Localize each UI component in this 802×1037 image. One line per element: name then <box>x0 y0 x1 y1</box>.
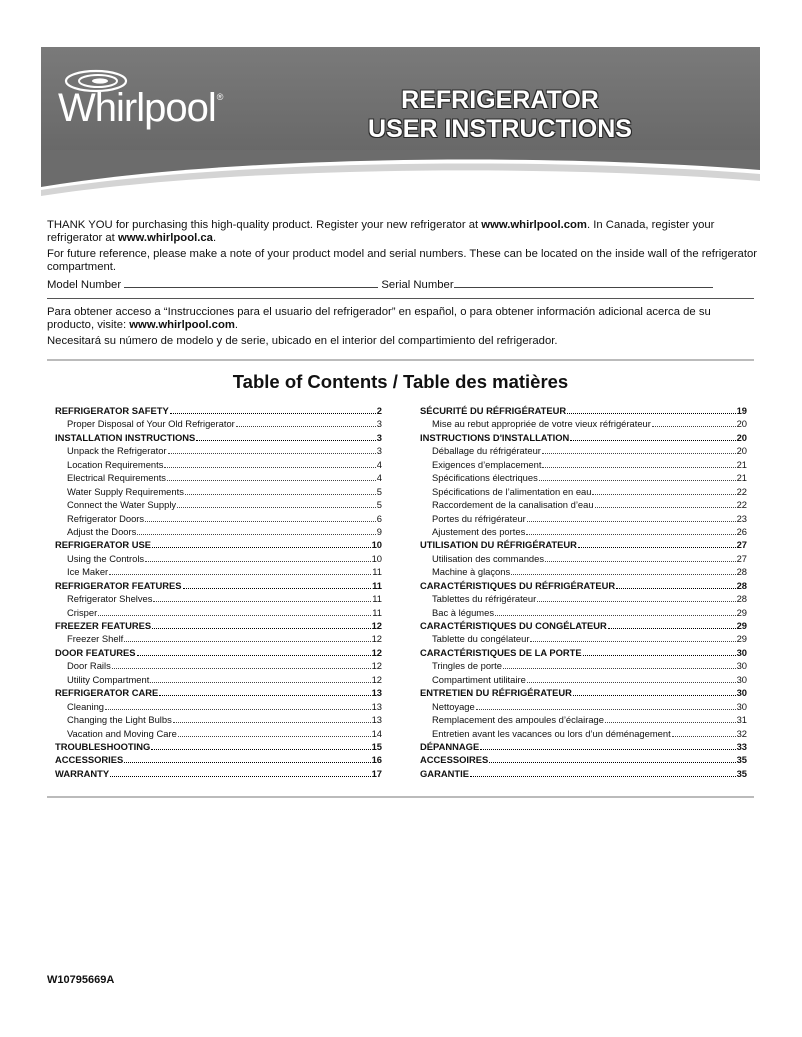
toc-subsection[interactable] <box>55 472 382 485</box>
toc-page-number: 4 <box>376 458 382 470</box>
toc-subsection[interactable] <box>55 674 382 687</box>
toc-page-number: 11 <box>372 566 382 578</box>
toc-leader-dots <box>151 742 370 750</box>
toc-subsection[interactable] <box>55 553 382 566</box>
toc-page-number: 16 <box>371 754 382 766</box>
toc-section[interactable] <box>55 580 382 593</box>
toc-leader-dots <box>124 755 370 763</box>
toc-leader-dots <box>178 729 371 737</box>
toc-section[interactable] <box>55 432 382 445</box>
toc-page-number: 30 <box>736 673 747 685</box>
toc-subsection[interactable] <box>420 674 747 687</box>
toc-entry-label: FREEZER FEATURES <box>55 620 152 631</box>
toc-entry-label: Ice Maker <box>67 566 109 578</box>
toc-subsection[interactable] <box>420 486 747 499</box>
toc-leader-dots <box>476 702 736 710</box>
toc-page-number: 30 <box>736 660 747 672</box>
toc-subsection[interactable] <box>420 728 747 741</box>
toc-leader-dots <box>511 567 735 575</box>
toc-entry-label: Utility Compartment <box>67 673 150 685</box>
toc-entry-label: Machine à glaçons <box>432 566 511 578</box>
toc-page-number: 10 <box>371 552 382 564</box>
toc-section[interactable] <box>420 539 747 552</box>
toc-page-number: 27 <box>736 552 747 564</box>
toc-leader-dots <box>145 514 376 522</box>
toc-leader-dots <box>109 567 371 575</box>
toc-leader-dots <box>537 594 735 602</box>
toc-section[interactable] <box>55 620 382 633</box>
toc-section[interactable] <box>420 754 747 767</box>
serial-number-field[interactable] <box>454 277 713 288</box>
toc-page-number: 23 <box>736 512 747 524</box>
toc-entry-label: Entretien avant les vacances ou lors d’un déménagement <box>432 727 671 739</box>
toc-page-number: 2 <box>376 405 382 416</box>
toc-section[interactable] <box>420 687 747 700</box>
toc-page-number: 15 <box>371 740 382 752</box>
toc-subsection[interactable] <box>55 633 382 646</box>
toc-entry-label: REFRIGERATOR SAFETY <box>55 405 169 416</box>
toc-section[interactable] <box>420 620 747 633</box>
toc-section[interactable] <box>420 432 747 445</box>
toc-subsection[interactable] <box>55 499 382 512</box>
toc-leader-dots <box>616 581 735 589</box>
toc-entry-label: REFRIGERATOR USE <box>55 539 152 551</box>
toc-subsection[interactable] <box>420 593 747 606</box>
toc-section[interactable] <box>55 768 382 781</box>
toc-entry-label: TROUBLESHOOTING <box>55 740 151 752</box>
toc-leader-dots <box>495 608 736 616</box>
toc-leader-dots <box>110 769 370 777</box>
document-title <box>300 86 700 144</box>
toc-subsection[interactable] <box>55 714 382 727</box>
toc-entry-label: Location Requirements <box>67 458 164 470</box>
toc-page-number: 21 <box>736 458 747 470</box>
toc-leader-dots <box>539 473 736 481</box>
toc-leader-dots <box>137 527 375 535</box>
toc-subsection[interactable] <box>55 526 382 539</box>
toc-entry-label: Mise au rebut appropriée de votre vieux réfrigérateur <box>432 418 651 430</box>
toc-page-number: 20 <box>736 431 747 443</box>
toc-leader-dots <box>183 581 372 589</box>
toc-page-number: 35 <box>736 767 747 779</box>
toc-page-number: 22 <box>736 485 747 497</box>
toc-leader-dots <box>527 514 736 522</box>
toc-page-number: 29 <box>736 620 747 631</box>
toc-page-number: 30 <box>736 700 747 712</box>
toc-entry-label: Connect the Water Supply <box>67 499 177 511</box>
spanish-link[interactable]: www.whirlpool.com <box>129 319 235 331</box>
toc-leader-dots <box>196 433 376 441</box>
toc-entry-label: GARANTIE <box>420 767 469 779</box>
toc-page-number: 12 <box>371 646 382 658</box>
toc-leader-dots <box>153 594 371 602</box>
toc-subsection[interactable] <box>55 513 382 526</box>
toc-page-number: 4 <box>376 472 382 484</box>
toc-subsection[interactable] <box>420 553 747 566</box>
divider <box>47 359 754 361</box>
toc-subsection[interactable] <box>420 714 747 727</box>
toc-entry-label: Door Rails <box>67 660 111 672</box>
toc-leader-dots <box>567 406 735 414</box>
toc-leader-dots <box>173 715 371 723</box>
toc-leader-dots <box>152 621 370 629</box>
toc-leader-dots <box>470 769 736 777</box>
toc-entry-label: Refrigerator Shelves <box>67 593 153 605</box>
toc-subsection[interactable] <box>420 499 747 512</box>
toc-title: Table of Contents / Table des matières <box>232 371 569 392</box>
toc-leader-dots <box>542 446 736 454</box>
toc-page-number: 13 <box>371 714 382 726</box>
toc-leader-dots <box>542 460 735 468</box>
toc-leader-dots <box>526 527 735 535</box>
toc-page-number: 3 <box>376 418 382 430</box>
toc-section[interactable] <box>55 405 382 418</box>
spanish-note: Necesitará su número de modelo y de serie, ubicado en el interior del compartimiento del refrigerador. <box>47 335 558 347</box>
toc-subsection[interactable] <box>55 728 382 741</box>
toc-entry-label: Raccordement de la canalisation d’eau <box>432 499 594 511</box>
toc-page-number: 13 <box>371 687 382 699</box>
toc-entry-label: REFRIGERATOR CARE <box>55 687 159 699</box>
toc-french-column <box>420 405 747 781</box>
toc-section[interactable] <box>420 768 747 781</box>
toc-english-column <box>55 405 382 781</box>
toc-subsection[interactable] <box>420 633 747 646</box>
toc-entry-label: Déballage du réfrigérateur <box>432 445 541 457</box>
toc-section[interactable] <box>420 405 747 418</box>
toc-page-number: 19 <box>736 405 747 416</box>
toc-leader-dots <box>236 419 376 427</box>
divider <box>47 796 754 798</box>
toc-subsection[interactable] <box>55 566 382 579</box>
toc-page-number: 28 <box>736 579 747 591</box>
toc-entry-label: Compartiment utilitaire <box>432 673 526 685</box>
toc-leader-dots <box>672 729 736 737</box>
toc-page-number: 12 <box>371 620 382 631</box>
whirlpool-logo <box>58 68 258 138</box>
toc-page-number: 28 <box>736 593 747 605</box>
toc-page-number: 31 <box>736 714 747 726</box>
toc-entry-label: Exigences d’emplacement <box>432 458 542 470</box>
toc-entry-label: ENTRETIEN DU RÉFRIGÉRATEUR <box>420 687 572 699</box>
header-swoosh <box>41 150 760 200</box>
toc-leader-dots <box>137 648 371 656</box>
toc-leader-dots <box>530 634 735 642</box>
toc-entry-label: SÉCURITÉ DU RÉFRIGÉRATEUR <box>420 405 567 416</box>
thank-you-paragraph: THANK YOU for purchasing this high-quality product. Register your new refrigerator at www.whirlpool.com. In Canada, register your refrigerator at www.whirlpool.ca. <box>47 219 715 244</box>
toc-leader-dots <box>159 688 370 696</box>
toc-page-number: 11 <box>372 579 382 591</box>
toc-page-number: 10 <box>371 539 382 551</box>
toc-page-number: 17 <box>371 767 382 779</box>
toc-page-number: 35 <box>736 754 747 766</box>
toc-section[interactable] <box>55 687 382 700</box>
toc-page-number: 14 <box>371 727 382 739</box>
toc-section[interactable] <box>55 754 382 767</box>
toc-leader-dots <box>608 621 736 629</box>
toc-leader-dots <box>595 500 736 508</box>
toc-entry-label: Adjust the Doors <box>67 525 137 537</box>
toc-subsection[interactable] <box>55 660 382 673</box>
toc-entry-label: DÉPANNAGE <box>420 740 480 752</box>
toc-page-number: 20 <box>736 445 747 457</box>
toc-entry-label: Crisper <box>67 606 98 618</box>
toc-entry-label: Portes du réfrigérateur <box>432 512 526 524</box>
toc-entry-label: ACCESSORIES <box>55 754 124 766</box>
toc-leader-dots <box>98 608 371 616</box>
toc-entry-label: Ajustement des portes <box>432 525 526 537</box>
toc-section[interactable] <box>420 647 747 660</box>
serial-number-label: Serial Number <box>381 279 454 291</box>
document-number: W10795669A <box>47 974 115 986</box>
toc-page-number: 20 <box>736 418 747 430</box>
toc-entry-label: Utilisation des commandes <box>432 552 545 564</box>
toc-entry-label: CARACTÉRISTIQUES DE LA PORTE <box>420 646 582 658</box>
toc-leader-dots <box>185 487 376 495</box>
toc-entry-label: CARACTÉRISTIQUES DU RÉFRIGÉRATEUR <box>420 579 616 591</box>
toc-subsection[interactable] <box>55 701 382 714</box>
toc-page-number: 5 <box>376 499 382 511</box>
toc-entry-label: WARRANTY <box>55 767 110 779</box>
toc-leader-dots <box>105 702 371 710</box>
toc-section[interactable] <box>55 741 382 754</box>
toc-leader-dots <box>124 634 370 642</box>
toc-leader-dots <box>652 419 736 427</box>
model-number-field[interactable] <box>124 277 378 288</box>
toc-entry-label: Tringles de porte <box>432 660 503 672</box>
toc-page-number: 33 <box>736 740 747 752</box>
toc-leader-dots <box>592 487 735 495</box>
toc-leader-dots <box>167 473 376 481</box>
toc-entry-label: Proper Disposal of Your Old Refrigerator <box>67 418 235 430</box>
toc-leader-dots <box>150 675 370 683</box>
toc-page-number: 28 <box>736 566 747 578</box>
toc-page-number: 27 <box>736 539 747 551</box>
toc-leader-dots <box>145 554 370 562</box>
toc-entry-label: Refrigerator Doors <box>67 512 145 524</box>
toc-leader-dots <box>503 661 736 669</box>
toc-entry-label: UTILISATION DU RÉFRIGÉRATEUR <box>420 539 577 551</box>
toc-leader-dots <box>545 554 736 562</box>
toc-leader-dots <box>480 742 735 750</box>
toc-subsection[interactable] <box>55 607 382 620</box>
toc-leader-dots <box>573 688 736 696</box>
toc-entry-label: CARACTÉRISTIQUES DU CONGÉLATEUR <box>420 620 607 631</box>
toc-entry-label: Tablette du congélateur <box>432 633 530 645</box>
toc-page-number: 11 <box>372 606 382 618</box>
register-link-us[interactable]: www.whirlpool.com <box>481 219 587 231</box>
toc-page-number: 26 <box>736 525 747 537</box>
toc-subsection[interactable] <box>420 472 747 485</box>
toc-entry-label: INSTRUCTIONS D'INSTALLATION <box>420 431 570 443</box>
toc-page-number: 9 <box>376 525 382 537</box>
toc-entry-label: Freezer Shelf <box>67 633 124 645</box>
register-link-ca[interactable]: www.whirlpool.ca <box>117 232 213 244</box>
toc-page-number: 6 <box>376 512 382 524</box>
toc-subsection[interactable] <box>420 445 747 458</box>
toc-subsection[interactable] <box>420 660 747 673</box>
toc-entry-label: Remplacement des ampoules d’éclairage <box>432 714 604 726</box>
toc-page-number: 29 <box>736 633 747 645</box>
toc-subsection[interactable] <box>55 459 382 472</box>
toc-entry-label: Spécifications électriques <box>432 472 538 484</box>
toc-leader-dots <box>583 648 736 656</box>
toc-entry-label: ACCESSOIRES <box>420 754 489 766</box>
toc-leader-dots <box>168 446 376 454</box>
toc-page-number: 29 <box>736 606 747 618</box>
title-line-2: USER INSTRUCTIONS <box>368 115 632 143</box>
reference-paragraph: For future reference, please make a note of your product model and serial numbers. These can be located on the inside wall of the refrigerator compartment. <box>47 248 758 273</box>
toc-section[interactable] <box>55 539 382 552</box>
toc-entry-label: Nettoyage <box>432 700 475 712</box>
toc-section[interactable] <box>420 741 747 754</box>
toc-leader-dots <box>177 500 376 508</box>
toc-entry-label: Water Supply Requirements <box>67 485 184 497</box>
toc-page-number: 22 <box>736 499 747 511</box>
toc-entry-label: Electrical Requirements <box>67 472 166 484</box>
toc-leader-dots <box>164 460 375 468</box>
toc-entry-label: Bac à légumes <box>432 606 495 618</box>
toc-leader-dots <box>527 675 736 683</box>
toc-page-number: 30 <box>736 646 747 658</box>
toc-leader-dots <box>170 406 376 414</box>
toc-page-number: 30 <box>736 687 747 699</box>
toc-page-number: 3 <box>376 445 382 457</box>
toc-entry-label: DOOR FEATURES <box>55 646 136 658</box>
brand-name: Whirlpool® <box>58 86 223 130</box>
toc-page-number: 21 <box>736 472 747 484</box>
toc-entry-label: Changing the Light Bulbs <box>67 714 172 726</box>
toc-page-number: 12 <box>371 660 382 672</box>
toc-subsection[interactable] <box>420 513 747 526</box>
model-number-label: Model Number <box>47 279 122 291</box>
toc-entry-label: Spécifications de l’alimentation en eau <box>432 485 592 497</box>
model-serial-line <box>47 277 757 292</box>
toc-page-number: 12 <box>371 633 382 645</box>
toc-page-number: 13 <box>371 700 382 712</box>
toc-subsection[interactable] <box>420 459 747 472</box>
toc-leader-dots <box>489 755 735 763</box>
toc-leader-dots <box>578 540 736 548</box>
toc-page-number: 5 <box>376 485 382 497</box>
toc-subsection[interactable] <box>420 566 747 579</box>
title-line-1: REFRIGERATOR <box>401 86 599 114</box>
toc-subsection[interactable] <box>55 486 382 499</box>
spanish-paragraph: Para obtener acceso a “Instrucciones para el usuario del refrigerador” en español, o para obtener información adicional acerca de su producto, visite: www.whirlpool.com. <box>47 306 711 331</box>
toc-entry-label: Tablettes du réfrigérateur <box>432 593 537 605</box>
toc-subsection[interactable] <box>420 607 747 620</box>
toc-page-number: 3 <box>376 431 382 443</box>
toc-entry-label: Vacation and Moving Care <box>67 727 177 739</box>
toc-section[interactable] <box>420 580 747 593</box>
toc-leader-dots <box>605 715 736 723</box>
toc-subsection[interactable] <box>420 526 747 539</box>
toc-subsection[interactable] <box>55 593 382 606</box>
divider <box>47 298 754 299</box>
toc-subsection[interactable] <box>55 418 382 431</box>
toc-page-number: 11 <box>372 593 382 605</box>
toc-entry-label: REFRIGERATOR FEATURES <box>55 579 182 591</box>
toc-page-number: 12 <box>371 673 382 685</box>
toc-entry-label: INSTALLATION INSTRUCTIONS <box>55 431 196 443</box>
toc-entry-label: Cleaning <box>67 700 105 712</box>
toc-subsection[interactable] <box>55 445 382 458</box>
toc-entry-label: Unpack the Refrigerator <box>67 445 167 457</box>
toc-entry-label: Using the Controls <box>67 552 145 564</box>
toc-leader-dots <box>152 540 371 548</box>
toc-page-number: 32 <box>736 727 747 739</box>
toc-leader-dots <box>570 433 735 441</box>
toc-leader-dots <box>112 661 371 669</box>
toc-subsection[interactable] <box>420 701 747 714</box>
toc-section[interactable] <box>55 647 382 660</box>
toc-subsection[interactable] <box>420 418 747 431</box>
